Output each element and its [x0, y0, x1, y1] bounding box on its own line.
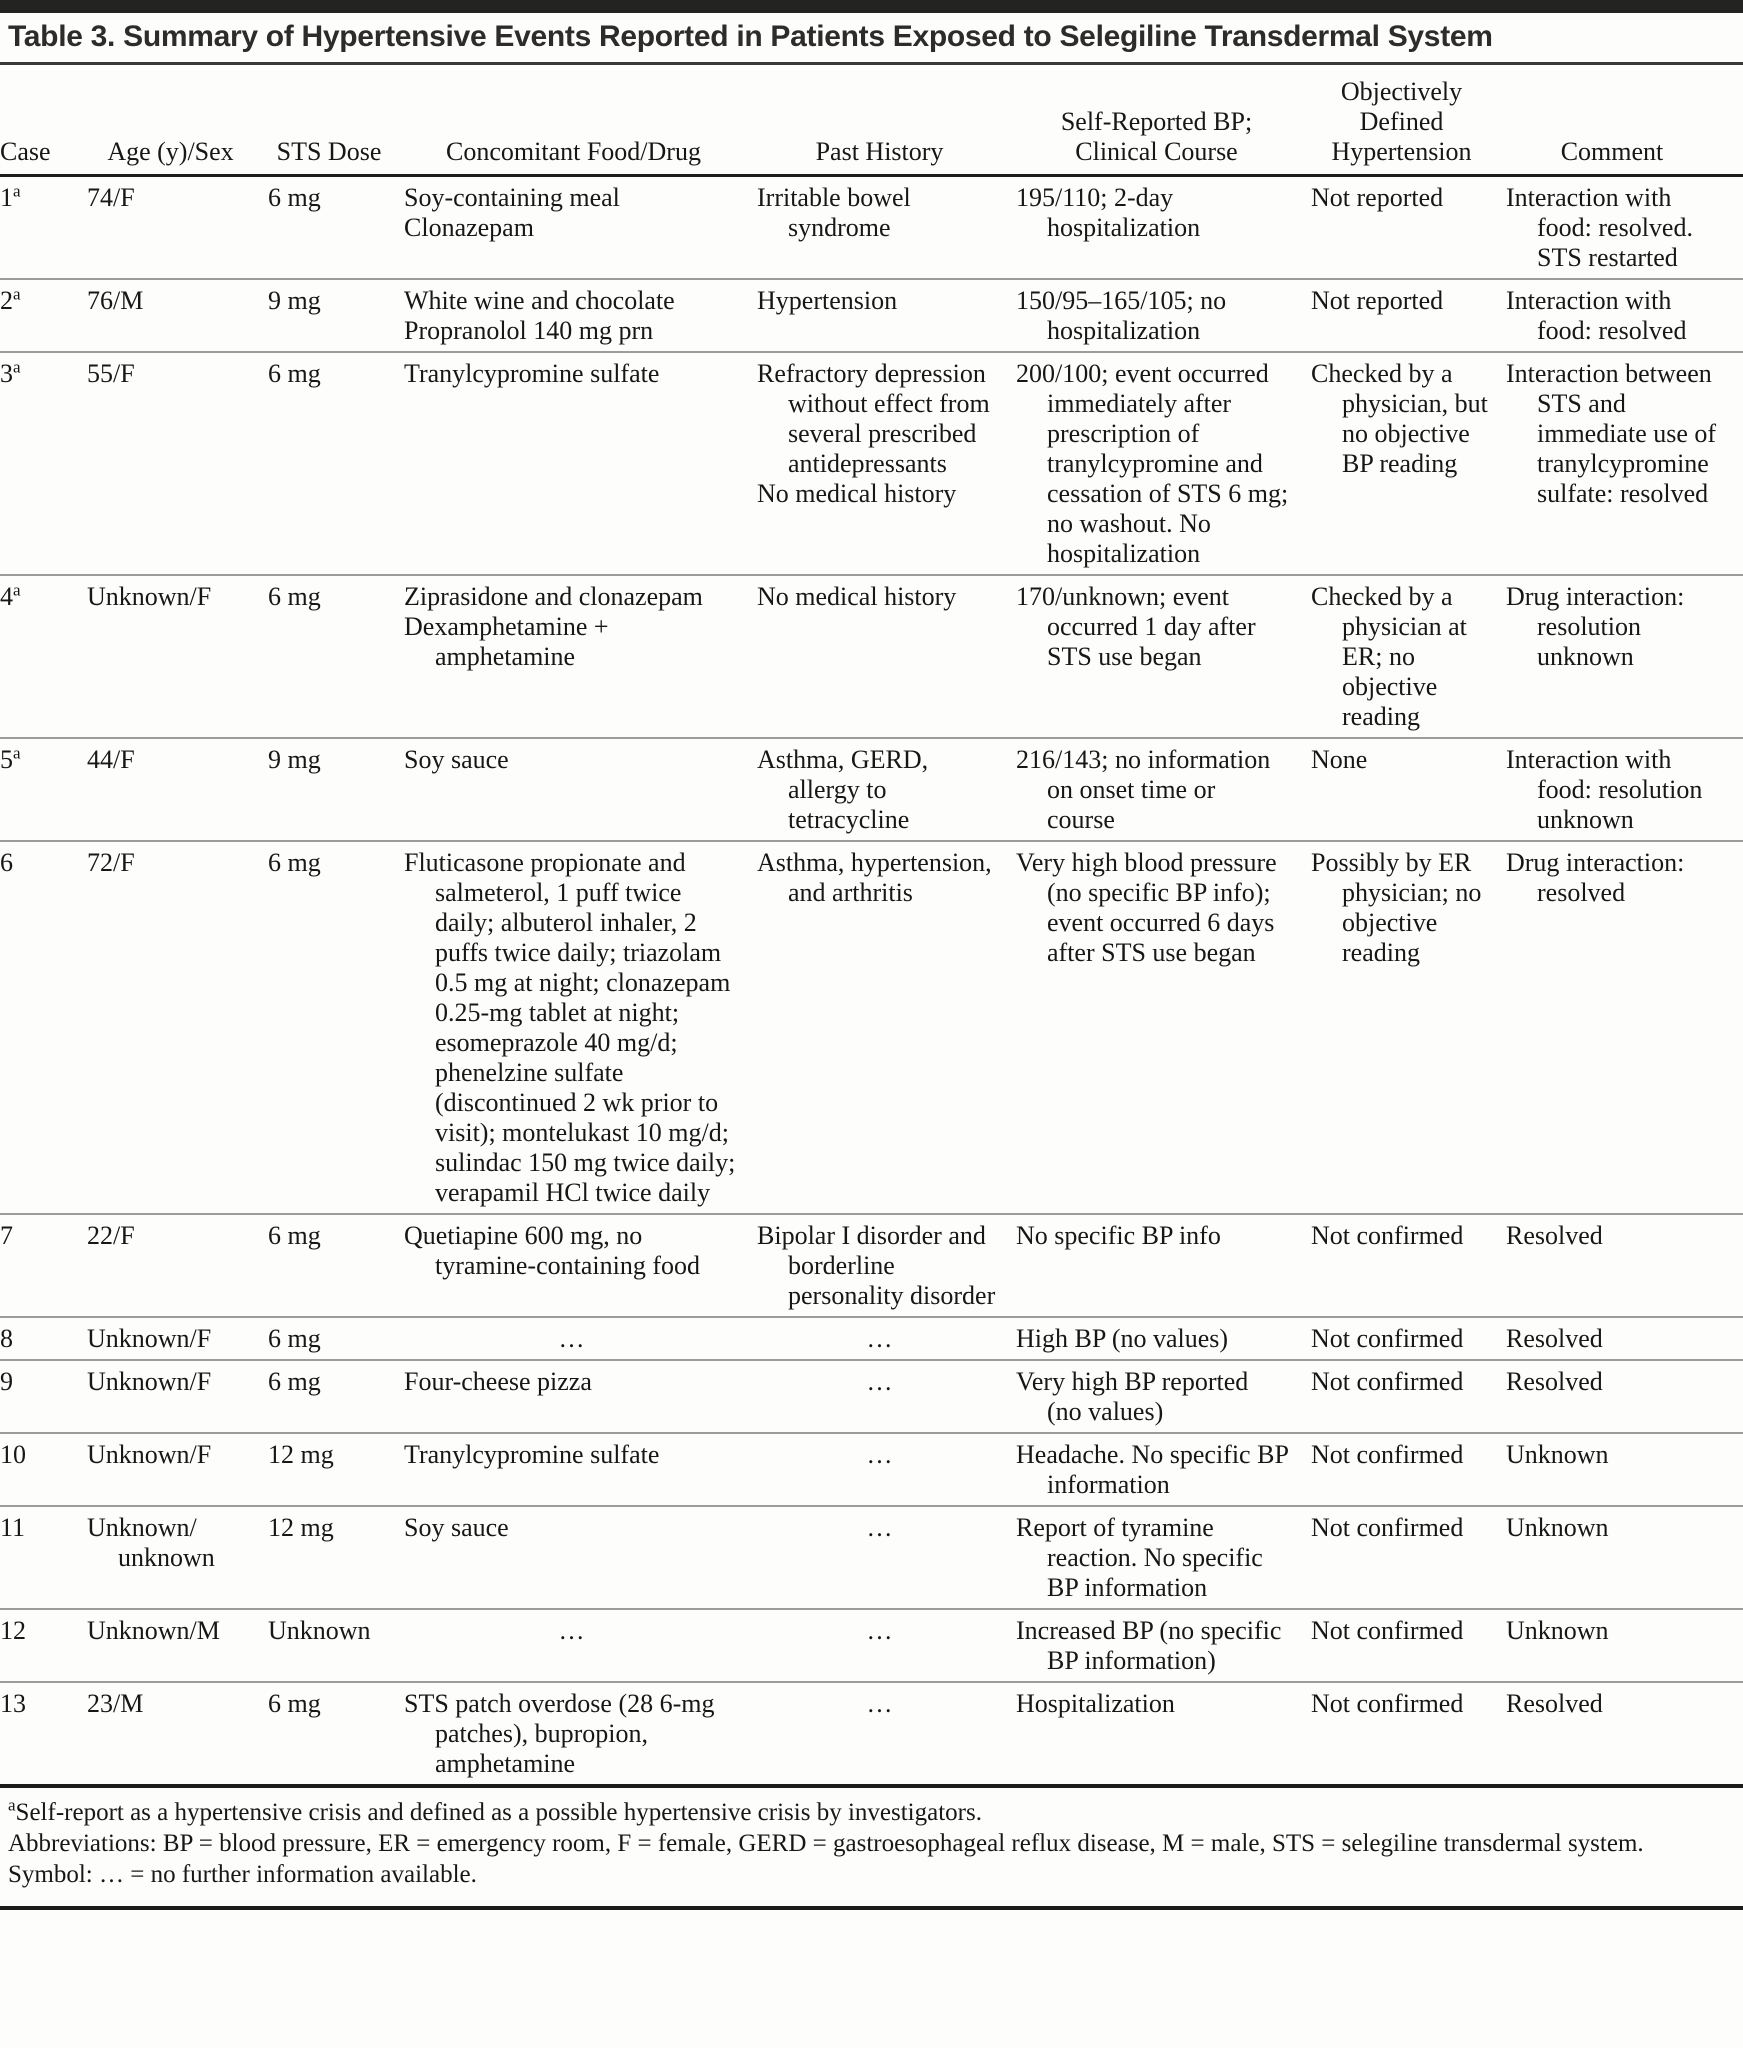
cell-text: Hypertension	[757, 286, 898, 315]
cell-objective-hypertension	[1311, 582, 1506, 732]
cell-text: Unknown	[268, 1616, 371, 1645]
case-number: 13	[0, 1689, 26, 1718]
cell-objective-hypertension	[1311, 1324, 1506, 1354]
cell-text: …	[866, 1440, 893, 1469]
cell-text: Not confirmed	[1311, 1689, 1464, 1718]
cell-comment	[1506, 745, 1732, 835]
cell-text: Irritable bowel syndrome	[757, 183, 911, 242]
cell-text: Not confirmed	[1311, 1616, 1464, 1645]
cell-bp-clinical-course	[1016, 582, 1311, 732]
column-header-bp	[1016, 107, 1311, 167]
case-number: 2	[0, 286, 13, 315]
cell-case	[0, 183, 87, 273]
cell-text: Unknown/​F	[87, 582, 212, 611]
cell-text: …	[866, 1689, 893, 1718]
cell-case	[0, 582, 87, 732]
case-footnote-marker: a	[13, 743, 21, 763]
cell-concomitant-food-drug	[404, 1367, 757, 1427]
cell-text: …	[558, 1616, 585, 1645]
cell-bp-clinical-course	[1016, 1367, 1311, 1427]
cell-text: 22/​F	[87, 1221, 135, 1250]
cell-bp-clinical-course	[1016, 1689, 1311, 1779]
case-number: 5	[0, 745, 13, 774]
cell-text: 6 mg	[268, 359, 321, 388]
cell-objective-hypertension	[1311, 848, 1506, 1208]
cell-age-sex	[87, 1367, 268, 1427]
cell-text: Not confirmed	[1311, 1324, 1464, 1353]
table-row-case-8	[0, 1318, 1743, 1361]
cell-text: 12 mg	[268, 1440, 334, 1469]
cell-text: Not confirmed	[1311, 1440, 1464, 1469]
cell-age-sex	[87, 1221, 268, 1311]
table-row-case-13	[0, 1683, 1743, 1784]
cell-sts-dose	[268, 745, 404, 835]
cell-text: Ziprasidone and clonazepam	[404, 582, 703, 611]
cell-objective-hypertension	[1311, 1689, 1506, 1779]
column-header-line: Concomitant Food/Drug	[446, 137, 701, 166]
cell-text: Not confirmed	[1311, 1513, 1464, 1542]
cell-text: Increased BP (no specific BP information)	[1016, 1616, 1282, 1675]
case-number: 6	[0, 848, 13, 877]
cell-text: Tranylcypromine sulfate	[404, 1440, 660, 1469]
column-header-line: Objectively	[1340, 77, 1463, 106]
cell-text: Checked by a physician at ER; no objective reading	[1311, 582, 1467, 731]
cell-objective-hypertension	[1311, 1221, 1506, 1311]
cell-text: Drug interaction: resolved	[1506, 848, 1685, 907]
cell-sts-dose	[268, 848, 404, 1208]
cell-text: Asthma, GERD, allergy to tetracycline	[757, 745, 929, 834]
cell-case	[0, 1689, 87, 1779]
cell-text: Fluticasone propionate and salmeterol, 1 puff twice daily; albuterol inhaler, 2 puffs twice daily; triazolam 0.5 mg at night; clonazepam 0.25-mg tablet at night; esomeprazole 40 mg/d; phenelzine sulfate (discontinued 2 wk prior to visit); montelukast 10 mg/d; sulindac 150 mg twice daily; verapamil HCl twice daily	[404, 848, 736, 1207]
case-footnote-marker: a	[13, 181, 21, 201]
column-header-line: Past History	[815, 137, 944, 166]
cell-past-history	[757, 745, 1016, 835]
cell-bp-clinical-course	[1016, 1221, 1311, 1311]
cell-case	[0, 1367, 87, 1427]
cell-text: 6 mg	[268, 848, 321, 877]
cell-comment	[1506, 1616, 1732, 1676]
cell-text: Not reported	[1311, 183, 1444, 212]
case-number: 11	[0, 1513, 26, 1542]
case-number: 12	[0, 1616, 26, 1645]
cell-sts-dose	[268, 1324, 404, 1354]
cell-text: 170/unknown; event occurred 1 day after STS use began	[1016, 582, 1256, 671]
case-footnote-marker: a	[13, 357, 21, 377]
cell-sts-dose	[268, 286, 404, 346]
case-number: 8	[0, 1324, 13, 1353]
footnote-line: $^a$Self-report as a hypertensive crisis and defined as a possible hypertensive crisis by investigators.	[8, 1795, 982, 1826]
cell-text: 200/100; event occurred immediately after prescription of tranylcypromine and cessation of STS 6 mg; no washout. No hospitalization	[1016, 359, 1289, 568]
cell-text: Unknown/​F	[87, 1324, 212, 1353]
cell-text: 195/110; 2-day hospitalization	[1016, 183, 1201, 242]
cell-past-history	[757, 183, 1016, 273]
cell-text: Clonazepam	[404, 213, 534, 242]
case-number: 4	[0, 582, 13, 611]
cell-text: 9 mg	[268, 286, 321, 315]
cell-concomitant-food-drug	[404, 848, 757, 1208]
cell-case	[0, 1324, 87, 1354]
cell-text: Checked by a physician, but no objective BP reading	[1311, 359, 1488, 478]
cell-past-history	[757, 286, 1016, 346]
table-row-case-2	[0, 280, 1743, 353]
cell-text: 44/​F	[87, 745, 135, 774]
column-header-line: Comment	[1560, 137, 1664, 166]
table-header-row	[0, 65, 1743, 177]
cell-comment	[1506, 1440, 1732, 1500]
table-row-case-5	[0, 739, 1743, 842]
footnote-line: Symbol: … = no further information available.	[8, 1861, 477, 1888]
cell-text: 216/143; no information on onset time or course	[1016, 745, 1271, 834]
column-header-line: Case	[0, 137, 51, 166]
cell-text: Soy sauce	[404, 745, 509, 774]
cell-text: Resolved	[1506, 1689, 1603, 1718]
cell-text: Resolved	[1506, 1324, 1603, 1353]
cell-comment	[1506, 286, 1732, 346]
cell-text: Quetiapine 600 mg, no tyramine-containing food	[404, 1221, 700, 1280]
cell-text: Interaction with food: resolution unknown	[1506, 745, 1703, 834]
case-number: 7	[0, 1221, 13, 1250]
cell-sts-dose	[268, 1221, 404, 1311]
cell-past-history	[757, 1513, 1016, 1603]
cell-text: No medical history	[757, 582, 957, 611]
column-header-line: Hypertension	[1331, 137, 1472, 166]
cell-text: Interaction with food: resolved	[1506, 286, 1687, 345]
cell-bp-clinical-course	[1016, 848, 1311, 1208]
cell-age-sex	[87, 1440, 268, 1500]
table-row-case-9	[0, 1361, 1743, 1434]
case-number: 10	[0, 1440, 26, 1469]
cell-text: High BP (no values)	[1016, 1324, 1229, 1353]
cell-text: …	[866, 1367, 893, 1396]
cell-text: Unknown	[1506, 1513, 1609, 1542]
cell-text: Unknown/​M	[87, 1616, 220, 1645]
case-number: 3	[0, 359, 13, 388]
cell-case	[0, 286, 87, 346]
cell-text: Possibly by ER physician; no objective reading	[1311, 848, 1482, 967]
cell-objective-hypertension	[1311, 1440, 1506, 1500]
cell-comment	[1506, 183, 1732, 273]
cell-sts-dose	[268, 1616, 404, 1676]
cell-age-sex	[87, 1324, 268, 1354]
column-header-history	[757, 137, 1016, 167]
cell-past-history	[757, 1324, 1016, 1354]
cell-text: 6 mg	[268, 1367, 321, 1396]
cell-comment	[1506, 1324, 1732, 1354]
cell-age-sex	[87, 1616, 268, 1676]
cell-text: Very high blood pressure (no specific BP info); event occurred 6 days after STS use began	[1016, 848, 1277, 967]
table-footnotes	[0, 1784, 1743, 1910]
cell-text: Interaction between STS and immediate use of tranylcypromine sulfate: resolved	[1506, 359, 1717, 508]
table-body	[0, 177, 1743, 1784]
cell-text: Unknown/​unknown	[87, 1513, 215, 1572]
column-header-line: STS Dose	[276, 137, 382, 166]
cell-comment	[1506, 1367, 1732, 1427]
column-header-age_sex	[87, 137, 268, 167]
case-footnote-marker: a	[13, 284, 21, 304]
column-header-line: Age (y)/Sex	[107, 137, 234, 166]
cell-text: Dexamphetamine + amphetamine	[404, 612, 609, 671]
cell-comment	[1506, 1689, 1732, 1779]
cell-objective-hypertension	[1311, 1616, 1506, 1676]
cell-text: 74/​F	[87, 183, 135, 212]
table-row-case-3	[0, 353, 1743, 576]
case-footnote-marker: a	[13, 580, 21, 600]
cell-bp-clinical-course	[1016, 1324, 1311, 1354]
cell-age-sex	[87, 286, 268, 346]
cell-text: 55/​F	[87, 359, 135, 388]
cell-text: …	[558, 1324, 585, 1353]
cell-concomitant-food-drug	[404, 359, 757, 569]
cell-text: Tranylcypromine sulfate	[404, 359, 660, 388]
cell-past-history	[757, 1440, 1016, 1500]
cell-age-sex	[87, 1513, 268, 1603]
cell-bp-clinical-course	[1016, 183, 1311, 273]
cell-text: White wine and chocolate	[404, 286, 675, 315]
cell-past-history	[757, 1616, 1016, 1676]
cell-text: Asthma, hypertension, and arthritis	[757, 848, 992, 907]
cell-text: …	[866, 1324, 893, 1353]
cell-text: Not confirmed	[1311, 1221, 1464, 1250]
cell-comment	[1506, 582, 1732, 732]
cell-text: Unknown/​F	[87, 1367, 212, 1396]
column-header-objective	[1311, 77, 1506, 167]
cell-text: 6 mg	[268, 1221, 321, 1250]
cell-text: Soy sauce	[404, 1513, 509, 1542]
cell-concomitant-food-drug	[404, 1513, 757, 1603]
cell-bp-clinical-course	[1016, 286, 1311, 346]
cell-text: Bipolar I disorder and borderline personality disorder	[757, 1221, 996, 1310]
cell-sts-dose	[268, 582, 404, 732]
cell-text: Resolved	[1506, 1221, 1603, 1250]
footnote-line: Abbreviations: BP = blood pressure, ER = emergency room, F = female, GERD = gastroesophageal reflux disease, M = male, STS = selegiline transdermal system.	[8, 1830, 1644, 1857]
cell-case	[0, 1513, 87, 1603]
cell-text: No medical history	[757, 479, 957, 508]
cell-comment	[1506, 1513, 1732, 1603]
cell-objective-hypertension	[1311, 1513, 1506, 1603]
cell-bp-clinical-course	[1016, 745, 1311, 835]
case-number: 1	[0, 183, 13, 212]
cell-concomitant-food-drug	[404, 1324, 757, 1354]
cell-case	[0, 745, 87, 835]
case-number: 9	[0, 1367, 13, 1396]
cell-concomitant-food-drug	[404, 745, 757, 835]
table-row-case-6	[0, 842, 1743, 1215]
cell-past-history	[757, 582, 1016, 732]
cell-sts-dose	[268, 359, 404, 569]
cell-past-history	[757, 848, 1016, 1208]
cell-text: Not reported	[1311, 286, 1444, 315]
cell-case	[0, 1616, 87, 1676]
cell-text: 6 mg	[268, 183, 321, 212]
column-header-dose	[268, 137, 404, 167]
column-header-food_drug	[404, 137, 757, 167]
cell-text: Resolved	[1506, 1367, 1603, 1396]
cell-age-sex	[87, 745, 268, 835]
cell-past-history	[757, 1367, 1016, 1427]
cell-text: 9 mg	[268, 745, 321, 774]
cell-objective-hypertension	[1311, 1367, 1506, 1427]
cell-text: Four-cheese pizza	[404, 1367, 592, 1396]
cell-case	[0, 359, 87, 569]
cell-comment	[1506, 1221, 1732, 1311]
cell-text: 72/​F	[87, 848, 135, 877]
cell-text: No specific BP info	[1016, 1221, 1221, 1250]
cell-comment	[1506, 848, 1732, 1208]
cell-text: Soy-containing meal	[404, 183, 620, 212]
table-row-case-11	[0, 1507, 1743, 1610]
table-row-case-12	[0, 1610, 1743, 1683]
cell-text: STS patch overdose (28 6-mg patches), bupropion, amphetamine	[404, 1689, 715, 1778]
cell-age-sex	[87, 848, 268, 1208]
cell-text: Headache. No specific BP information	[1016, 1440, 1288, 1499]
cell-text: None	[1311, 745, 1368, 774]
cell-bp-clinical-course	[1016, 1513, 1311, 1603]
cell-text: Hospitalization	[1016, 1689, 1175, 1718]
table-row-case-4	[0, 576, 1743, 739]
column-header-case	[0, 137, 87, 167]
table-row-case-1	[0, 177, 1743, 280]
cell-sts-dose	[268, 1513, 404, 1603]
cell-text: …	[866, 1616, 893, 1645]
cell-case	[0, 848, 87, 1208]
table-title: Table 3. Summary of Hypertensive Events Reported in Patients Exposed to Selegiline Transdermal System	[0, 13, 1743, 65]
cell-text: Very high BP reported (no values)	[1016, 1367, 1249, 1426]
cell-sts-dose	[268, 183, 404, 273]
cell-sts-dose	[268, 1440, 404, 1500]
cell-concomitant-food-drug	[404, 1440, 757, 1500]
cell-sts-dose	[268, 1367, 404, 1427]
cell-text: Unknown	[1506, 1616, 1609, 1645]
cell-text: 23/​M	[87, 1689, 144, 1718]
cell-text: Report of tyramine reaction. No specific BP information	[1016, 1513, 1263, 1602]
cell-text: 76/​M	[87, 286, 144, 315]
cell-past-history	[757, 1221, 1016, 1311]
cell-objective-hypertension	[1311, 359, 1506, 569]
cell-concomitant-food-drug	[404, 1221, 757, 1311]
cell-text: Not confirmed	[1311, 1367, 1464, 1396]
cell-concomitant-food-drug	[404, 1616, 757, 1676]
cell-objective-hypertension	[1311, 183, 1506, 273]
cell-concomitant-food-drug	[404, 1689, 757, 1779]
cell-text: Refractory depression without effect from several prescribed antidepressants	[757, 359, 990, 478]
cell-text: 6 mg	[268, 1324, 321, 1353]
cell-case	[0, 1221, 87, 1311]
cell-text: Propranolol 140 mg prn	[404, 316, 654, 345]
cell-text: 6 mg	[268, 1689, 321, 1718]
cell-past-history	[757, 1689, 1016, 1779]
cell-concomitant-food-drug	[404, 183, 757, 273]
cell-bp-clinical-course	[1016, 1440, 1311, 1500]
cell-objective-hypertension	[1311, 745, 1506, 835]
column-header-comment	[1506, 137, 1732, 167]
cell-text: 12 mg	[268, 1513, 334, 1542]
cell-text: …	[866, 1513, 893, 1542]
footnote-marker: a	[8, 1795, 16, 1815]
cell-age-sex	[87, 582, 268, 732]
column-header-line: Self-Reported BP;	[1060, 107, 1253, 136]
table-row-case-10	[0, 1434, 1743, 1507]
table-top-rule	[0, 0, 1743, 13]
cell-text: Unknown/​F	[87, 1440, 212, 1469]
cell-concomitant-food-drug	[404, 582, 757, 732]
cell-objective-hypertension	[1311, 286, 1506, 346]
table-row-case-7	[0, 1215, 1743, 1318]
cell-text: Drug interaction: resolution unknown	[1506, 582, 1685, 671]
cell-text: Interaction with food: resolved. STS restarted	[1506, 183, 1693, 272]
cell-case	[0, 1440, 87, 1500]
cell-sts-dose	[268, 1689, 404, 1779]
cell-concomitant-food-drug	[404, 286, 757, 346]
cell-age-sex	[87, 1689, 268, 1779]
cell-bp-clinical-course	[1016, 359, 1311, 569]
cell-past-history	[757, 359, 1016, 569]
cell-age-sex	[87, 183, 268, 273]
cell-text: 6 mg	[268, 582, 321, 611]
cell-text: 150/95–165/105; no hospitalization	[1016, 286, 1227, 345]
cell-comment	[1506, 359, 1732, 569]
cell-bp-clinical-course	[1016, 1616, 1311, 1676]
cell-text: Unknown	[1506, 1440, 1609, 1469]
column-header-line: Defined	[1359, 107, 1444, 136]
column-header-line: Clinical Course	[1075, 137, 1238, 166]
cell-age-sex	[87, 359, 268, 569]
